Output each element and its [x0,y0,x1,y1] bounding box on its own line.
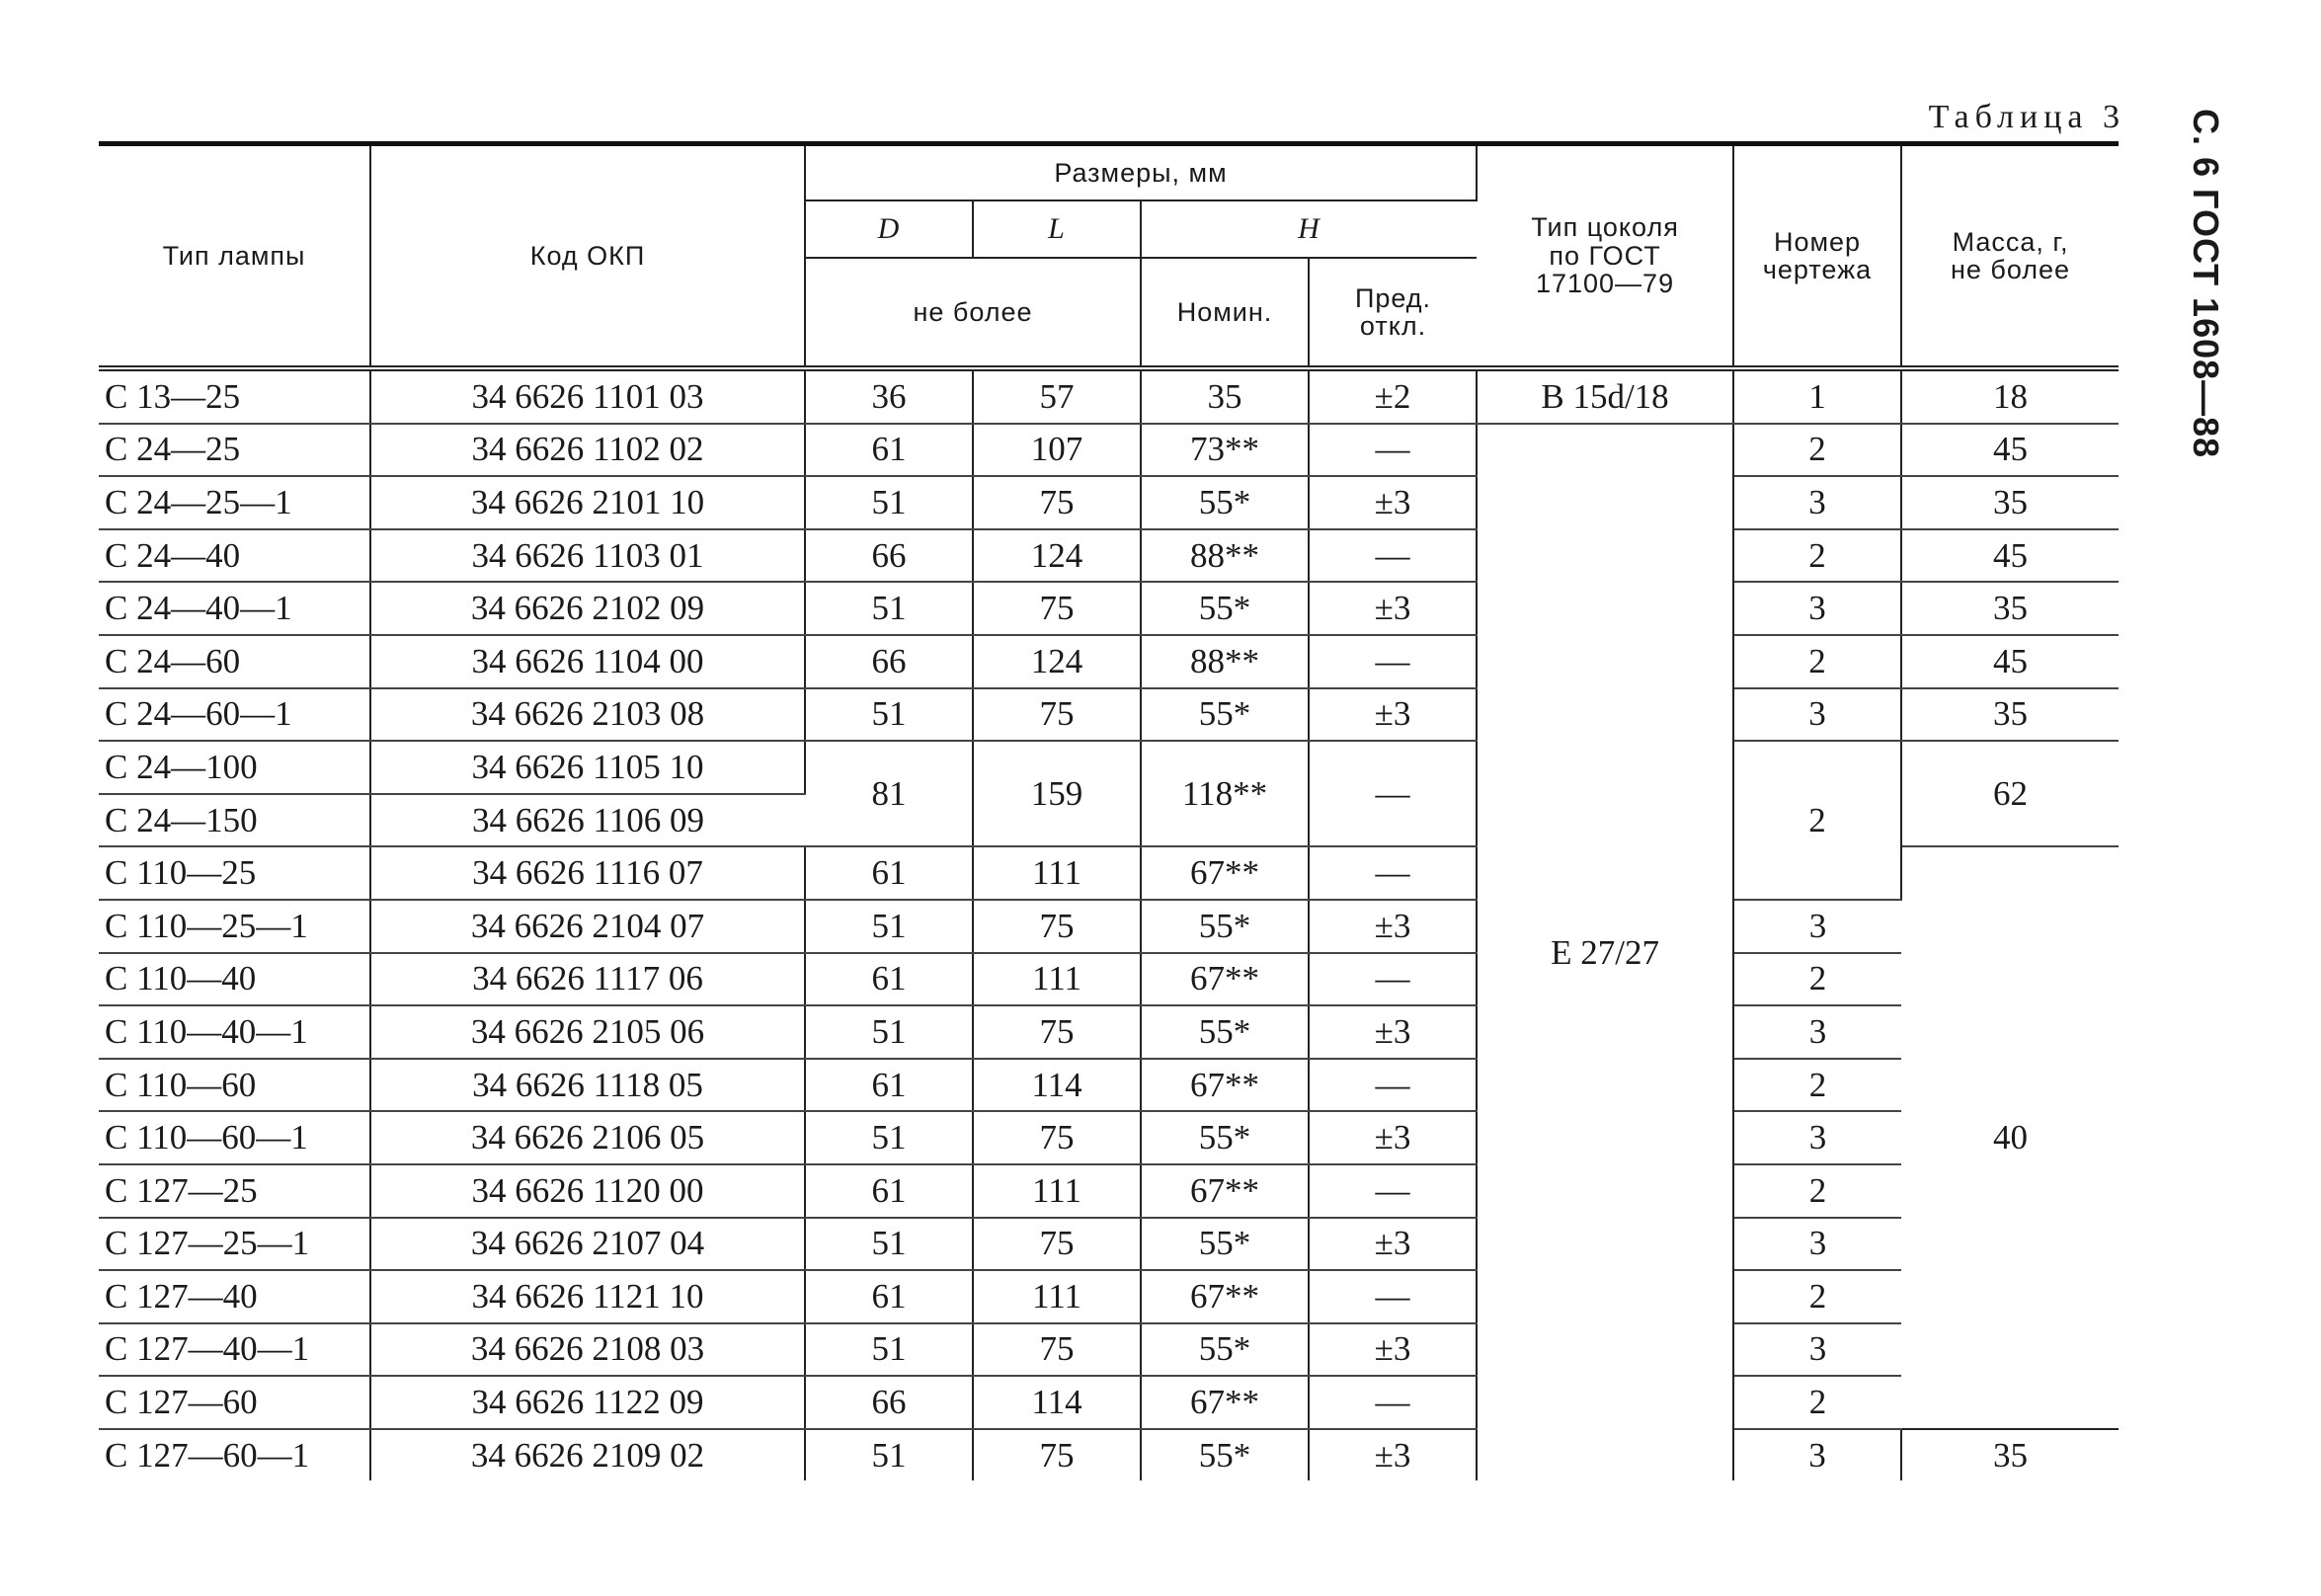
cell-h-tolerance: — [1309,846,1477,900]
cell-okp-code: 34 6626 2104 07 [370,900,805,953]
header-nominal: Номин. [1141,258,1309,368]
cell-lamp-type: С 24—40 [99,529,370,583]
header-lamp-type: Тип лампы [99,144,370,369]
table-row [99,476,2119,529]
cell-lamp-type: С 127—25—1 [99,1218,370,1271]
header-sizes: Размеры, мм [805,144,1477,201]
cell-base-type: B 15d/18 [1477,368,1733,424]
cell-h-tolerance: — [1309,635,1477,688]
cell-okp-code: 34 6626 1104 00 [370,635,805,688]
table-row [99,1059,2119,1112]
cell-l: 75 [973,688,1141,742]
table-row [99,635,2119,688]
cell-l: 75 [973,1111,1141,1164]
header-base-type: Тип цоколя по ГОСТ 17100—79 [1477,144,1733,369]
cell-drawing: 3 [1733,1218,1901,1271]
cell-h-nominal: 67** [1141,1059,1309,1112]
cell-lamp-type: С 110—25 [99,846,370,900]
cell-h-tolerance: — [1309,1270,1477,1323]
cell-d: 51 [805,1429,973,1481]
cell-drawing: 2 [1733,1376,1901,1429]
cell-okp-code: 34 6626 1120 00 [370,1164,805,1218]
cell-h-tolerance: — [1309,1164,1477,1218]
cell-l: 111 [973,1164,1141,1218]
cell-h-nominal: 67** [1141,953,1309,1006]
cell-h-tolerance: — [1309,1376,1477,1429]
cell-lamp-type: С 24—25 [99,424,370,477]
cell-drawing: 3 [1733,476,1901,529]
cell-d: 51 [805,1218,973,1271]
cell-h-nominal: 55* [1141,582,1309,635]
cell-h-tolerance: ±3 [1309,1005,1477,1059]
cell-lamp-type: С 127—25 [99,1164,370,1218]
cell-lamp-type: С 127—60 [99,1376,370,1429]
cell-drawing: 3 [1733,582,1901,635]
cell-h-nominal: 88** [1141,635,1309,688]
cell-okp-code: 34 6626 1117 06 [370,953,805,1006]
cell-d: 66 [805,529,973,583]
cell-d: 81 [805,741,973,846]
cell-l: 75 [973,582,1141,635]
cell-lamp-type: С 110—60—1 [99,1111,370,1164]
cell-mass: 18 [1901,368,2119,424]
cell-l: 111 [973,846,1141,900]
cell-okp-code: 34 6626 1121 10 [370,1270,805,1323]
cell-drawing: 2 [1733,635,1901,688]
cell-h-nominal: 118** [1141,741,1309,846]
cell-h-tolerance: ±3 [1309,582,1477,635]
cell-d: 51 [805,1005,973,1059]
table-row [99,368,2119,424]
cell-h-nominal: 88** [1141,529,1309,583]
cell-lamp-type: С 127—40 [99,1270,370,1323]
cell-mass: 35 [1901,476,2119,529]
cell-l: 159 [973,741,1141,846]
header-not-more: не более [805,258,1141,368]
cell-l: 124 [973,635,1141,688]
cell-okp-code: 34 6626 2103 08 [370,688,805,742]
cell-lamp-type: С 24—150 [99,794,370,847]
cell-lamp-type: С 110—40—1 [99,1005,370,1059]
cell-l: 75 [973,1218,1141,1271]
cell-h-nominal: 55* [1141,1429,1309,1481]
cell-h-nominal: 35 [1141,368,1309,424]
cell-h-tolerance: ±2 [1309,368,1477,424]
header-h: H [1141,200,1477,258]
cell-lamp-type: С 24—60 [99,635,370,688]
cell-h-tolerance: ±3 [1309,476,1477,529]
table-row [99,1323,2119,1377]
cell-d: 61 [805,1164,973,1218]
header-l: L [973,200,1141,258]
cell-drawing: 3 [1733,688,1901,742]
cell-l: 107 [973,424,1141,477]
cell-lamp-type: С 127—60—1 [99,1429,370,1481]
cell-l: 75 [973,476,1141,529]
cell-l: 114 [973,1376,1141,1429]
cell-d: 61 [805,953,973,1006]
cell-okp-code: 34 6626 1103 01 [370,529,805,583]
cell-h-nominal: 55* [1141,688,1309,742]
cell-okp-code: 34 6626 2109 02 [370,1429,805,1481]
cell-lamp-type: С 110—40 [99,953,370,1006]
cell-h-nominal: 55* [1141,476,1309,529]
table-row [99,582,2119,635]
cell-d: 66 [805,635,973,688]
cell-h-tolerance: — [1309,1059,1477,1112]
header-tolerance: Пред. откл. [1309,258,1477,368]
cell-l: 75 [973,1323,1141,1377]
cell-drawing: 3 [1733,900,1901,953]
cell-drawing: 2 [1733,1164,1901,1218]
cell-okp-code: 34 6626 1102 02 [370,424,805,477]
cell-d: 61 [805,1270,973,1323]
cell-drawing: 2 [1733,953,1901,1006]
cell-h-nominal: 55* [1141,1005,1309,1059]
cell-d: 66 [805,1376,973,1429]
table-body [99,368,2119,1480]
cell-h-tolerance: ±3 [1309,1111,1477,1164]
cell-l: 111 [973,953,1141,1006]
cell-okp-code: 34 6626 1101 03 [370,368,805,424]
cell-drawing: 3 [1733,1323,1901,1377]
cell-d: 51 [805,900,973,953]
table-row [99,900,2119,953]
table-row [99,1164,2119,1218]
cell-mass: 62 [1901,741,2119,846]
cell-drawing: 3 [1733,1429,1901,1481]
table-row [99,953,2119,1006]
cell-lamp-type: С 127—40—1 [99,1323,370,1377]
cell-d: 61 [805,424,973,477]
cell-okp-code: 34 6626 2108 03 [370,1323,805,1377]
cell-d: 51 [805,688,973,742]
cell-h-tolerance: — [1309,529,1477,583]
cell-okp-code: 34 6626 1106 09 [370,794,805,847]
cell-okp-code: 34 6626 1105 10 [370,741,805,794]
cell-h-nominal: 67** [1141,1270,1309,1323]
table-row [99,741,2119,794]
table-row [99,1111,2119,1164]
cell-h-nominal: 73** [1141,424,1309,477]
lamp-spec-table [99,141,2119,1480]
cell-h-tolerance: ±3 [1309,1323,1477,1377]
cell-d: 61 [805,1059,973,1112]
cell-lamp-type: С 24—100 [99,741,370,794]
cell-l: 114 [973,1059,1141,1112]
cell-lamp-type: С 24—40—1 [99,582,370,635]
header-drawing-number: Номер чертежа [1733,144,1901,369]
table-row [99,424,2119,477]
cell-mass: 35 [1901,582,2119,635]
cell-h-nominal: 55* [1141,900,1309,953]
cell-h-tolerance: — [1309,741,1477,846]
header-mass: Масса, г, не более [1901,144,2119,369]
cell-okp-code: 34 6626 1118 05 [370,1059,805,1112]
cell-mass: 45 [1901,424,2119,477]
cell-l: 75 [973,1429,1141,1481]
cell-h-nominal: 67** [1141,1164,1309,1218]
cell-h-tolerance: ±3 [1309,1218,1477,1271]
cell-l: 124 [973,529,1141,583]
cell-h-tolerance: ±3 [1309,1429,1477,1481]
cell-drawing: 2 [1733,424,1901,477]
cell-d: 51 [805,476,973,529]
cell-mass-merged: 40 [1993,1118,2029,1157]
cell-lamp-type: С 110—60 [99,1059,370,1112]
cell-drawing: 2 [1733,1270,1901,1323]
cell-okp-code: 34 6626 2107 04 [370,1218,805,1271]
cell-h-tolerance: — [1309,953,1477,1006]
table-row [99,529,2119,583]
cell-h-nominal: 55* [1141,1323,1309,1377]
cell-lamp-type: С 110—25—1 [99,900,370,953]
table-row [99,1005,2119,1059]
page-header-text: С. 6 ГОСТ 1608—88 [2186,109,2226,459]
cell-h-tolerance: — [1309,424,1477,477]
header-d: D [805,200,973,258]
cell-h-nominal: 67** [1141,1376,1309,1429]
cell-h-tolerance: ±3 [1309,900,1477,953]
cell-l: 75 [973,1005,1141,1059]
cell-okp-code: 34 6626 1122 09 [370,1376,805,1429]
cell-drawing: 2 [1733,741,1901,900]
cell-h-nominal: 55* [1141,1218,1309,1271]
cell-l: 111 [973,1270,1141,1323]
cell-d: 36 [805,368,973,424]
cell-okp-code: 34 6626 2105 06 [370,1005,805,1059]
cell-d: 51 [805,1323,973,1377]
cell-lamp-type: С 24—25—1 [99,476,370,529]
cell-drawing: 2 [1733,1059,1901,1112]
cell-lamp-type: С 24—60—1 [99,688,370,742]
table-header [99,144,2119,369]
cell-l: 75 [973,900,1141,953]
cell-h-tolerance: ±3 [1309,688,1477,742]
cell-okp-code: 34 6626 1116 07 [370,846,805,900]
cell-drawing: 1 [1733,368,1901,424]
cell-okp-code: 34 6626 2102 09 [370,582,805,635]
cell-base-type-merged: E 27/27 [1477,424,1733,1481]
cell-d: 51 [805,1111,973,1164]
table-row [99,1429,2119,1481]
cell-h-nominal: 55* [1141,1111,1309,1164]
table-row [99,1270,2119,1323]
header-okp-code: Код ОКП [370,144,805,369]
table-row [99,1218,2119,1271]
cell-mass: 35 [1901,1429,2119,1481]
table-label: Таблица 3 [1928,99,2125,135]
cell-d: 61 [805,846,973,900]
cell-mass: 45 [1901,529,2119,583]
cell-drawing: 3 [1733,1111,1901,1164]
page-header [2165,109,2244,484]
table-row [99,1376,2119,1429]
cell-okp-code: 34 6626 2106 05 [370,1111,805,1164]
table-row [99,688,2119,742]
cell-d: 51 [805,582,973,635]
cell-mass: 35 [1901,688,2119,742]
cell-h-nominal: 67** [1141,846,1309,900]
cell-l: 57 [973,368,1141,424]
cell-lamp-type: С 13—25 [99,368,370,424]
cell-drawing: 3 [1733,1005,1901,1059]
cell-okp-code: 34 6626 2101 10 [370,476,805,529]
cell-mass: 45 [1901,635,2119,688]
cell-drawing: 2 [1733,529,1901,583]
